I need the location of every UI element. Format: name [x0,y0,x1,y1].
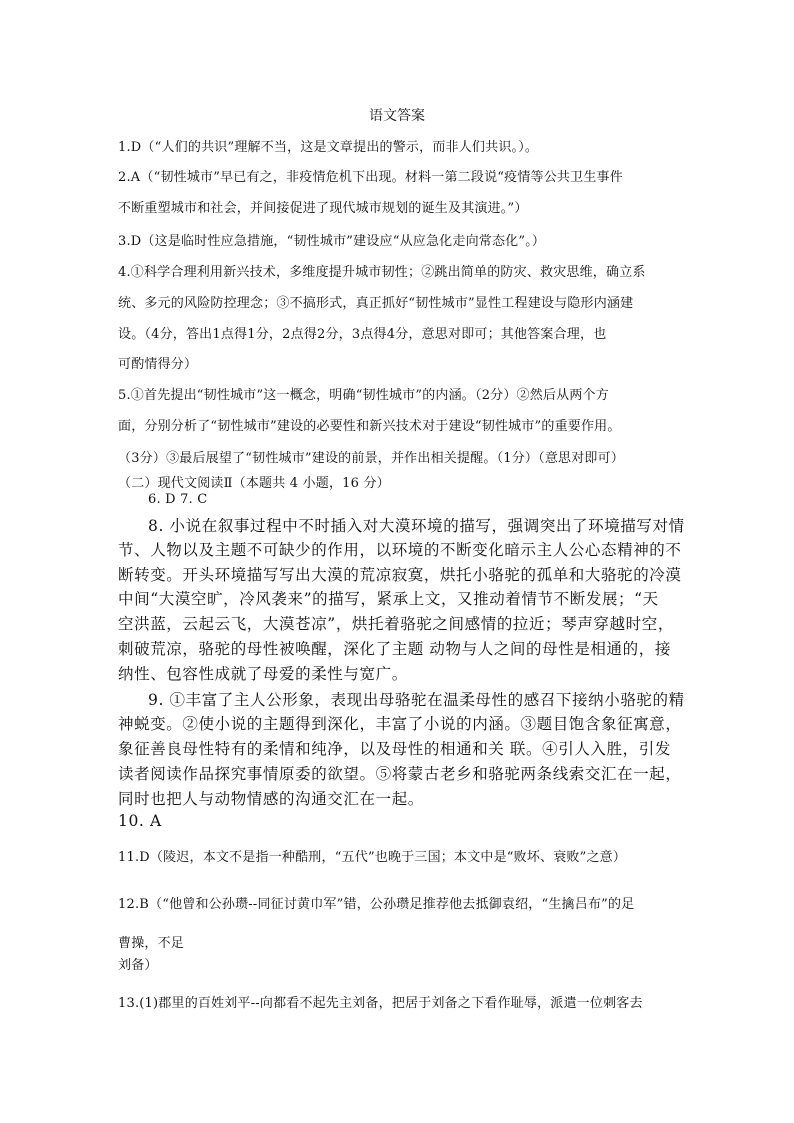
page-title: 语文答案 [369,108,425,124]
answer-line: 6. D 7. C [148,492,208,507]
answer-line: 10. A [118,812,162,830]
answer-line: 空洪蓝，云起云飞，大漠苍凉”，烘托着骆驼之间感情的拉近；琴声穿越时空， [118,615,674,633]
answer-line: 13.(1)郡里的百姓刘平--向都看不起先主刘备，把居于刘备之下看作耻辱，派遣一位刺客去 [118,996,643,1011]
answer-line: 12.B（“他曾和公孙瓒--同征讨黄巾军”错，公孙瓒足推荐他去抵御袁绍，“生擒吕布”的足 [118,897,635,912]
answer-line: 节、人物以及主题不可缺少的作用，以环境的不断变化暗示主人公心态精神的不 [118,541,682,559]
answer-line: 3.D（这是临时性应急措施，“韧性城市”建设应“从应急化走向常态化”。） [118,234,546,249]
answer-line: 不断重塑城市和社会，并间接促进了现代城市规划的诞生及其演进。”） [118,201,528,216]
answer-line: 象征善良母性特有的柔情和纯净，以及母性的相通和关 联。④引人入胜，引发 [118,740,671,758]
answer-line: 中间“大漠空旷，冷风袭来”的描写，紧承上文，又推动着情节不断发展；“天 [118,590,659,608]
section-heading: （二）现代文阅读Ⅱ（本题共 4 小题，16 分） [118,476,390,491]
answer-line: 1.D（“人们的共识”理解不当，这是文章提出的警示，而非人们共识。）。 [118,140,539,155]
answer-line: 11.D（陵迟，本文不是指一种酷刑，“五代”也晚于三国；本文中是“败坏、衰败”之意） [118,850,627,865]
answer-line: 纳性、包容性成就了母爱的柔性与宽广。 [118,665,408,683]
answer-line: 刺破荒凉，骆驼的母性被唤醒，深化了主题 动物与人之间的母性是相通的，接 [118,640,671,658]
answer-line: 统、多元的风险防控理念；③不搞形式，真正抓好“韧性城市”显性工程建设与隐形内涵建 [118,296,634,311]
answer-line: 2.A（“韧性城市”早已有之，非疫情危机下出现。材料一第二段说“疫情等公共卫生事件 [118,170,623,185]
answer-line: 刘备） [118,958,158,973]
answer-line: 8. 小说在叙事过程中不时插入对大漠环境的描写，强调突出了环境描写对情 [148,517,685,535]
answer-line: 4.①科学合理利用新兴技术，多维度提升城市韧性；②跳出简单的防灾、救灾思维，确立系 [118,265,646,280]
answer-line: 同时也把人与动物情感的沟通交汇在一起。 [118,790,424,808]
answer-line: 设。（4分，答出1点得1分，2点得2分，3点得4分，意思对即可；其他答案合理，也 [118,327,607,342]
answer-line: 可酌情得分） [118,357,198,372]
answer-line: 面，分别分析了“韧性城市”建设的必要性和新兴技术对于建设“韧性城市”的重要作用。 [118,419,621,434]
answer-line: 5.①首先提出“韧性城市”这一概念，明确“韧性城市”的内涵。（2分）②然后从两个方 [118,388,609,403]
answer-line: 断转变。开头环境描写写出大漠的荒凉寂寞，烘托小骆驼的孤单和大骆驼的冷漠 [118,566,682,584]
answer-line: 读者阅读作品探究事情原委的欲望。⑤将蒙古老乡和骆驼两条线索交汇在一起， [118,765,682,783]
answer-line: 神蜕变。②使小说的主题得到深化，丰富了小说的内涵。③题目饱含象征寓意， [118,715,682,733]
answer-line: 曹操，不足 [118,936,185,951]
answer-line: 9. ①丰富了主人公形象，表现出母骆驼在温柔母性的感召下接纳小骆驼的精 [148,691,685,709]
answer-line: （3分）③最后展望了“韧性城市”建设的前景，并作出相关提醒。（1分）（意思对即可） [118,451,625,466]
